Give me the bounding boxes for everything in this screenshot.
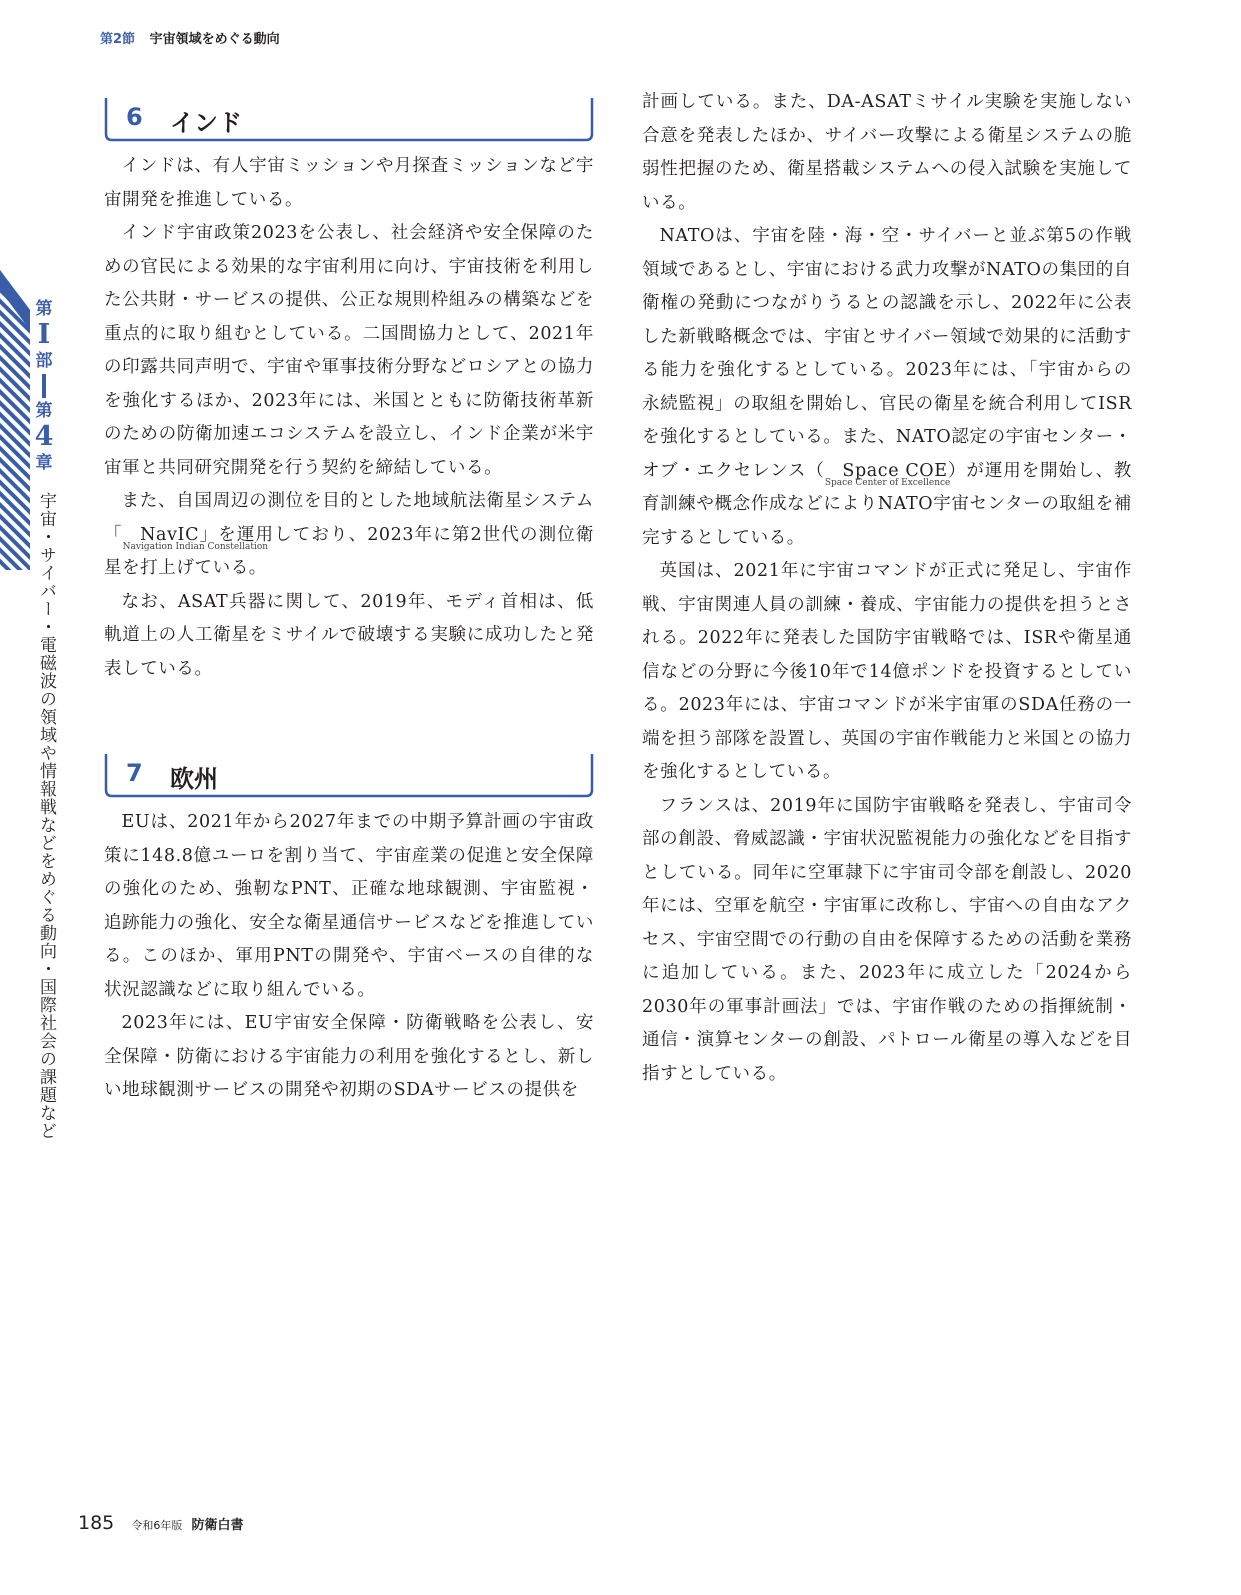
section-heading-india (104, 98, 594, 142)
page-footer (78, 1512, 243, 1534)
sidebar-chapter-suffix: 章 (35, 453, 53, 473)
paragraph: 英国は、2021年に宇宙コマンドが正式に発足し、宇宙作戦、宇宙関連人員の訓練・養成、宇宙能力の提供を担うとされる。2022年に発表した国防宇宙戦略では、ISRや衛星通信などの分野に今後10年で14億ポンドを投資するとしている。2023年には、宇宙コマンドが米宇宙軍のSDA任務の一端を担う部隊を設置し、英国の宇宙作戦能力と米国との協力を強化するとしている。 (642, 561, 1132, 782)
term-gloss: Space Center of Excellence (824, 477, 951, 488)
right-column (642, 86, 1132, 1091)
sidebar-chapter-title: 宇宙・サイバー・電磁波の領域や情報戦などをめぐる動向・国際社会の課題など (36, 492, 56, 1140)
paragraph: インド宇宙政策2023を公表し、社会経済や安全保障のための官民による効果的な宇宙利用に向け、宇宙技術を利用した公共財・サービスの提供、公正な規則枠組みの構築などを重点的に取り組むとしている。二国間協力として、2021年の印露共同声明で、宇宙や軍事技術分野などロシアとの協力を強化するほか、2023年には、米国とともに防衛技術革新のための防衛加速エコシステムを設立し、インド企業が米宇宙軍と共同研究開発を行う契約を締結している。 (104, 223, 594, 478)
text-fragment: また、自国周辺の測位を目的とした地域航法衛星システム「 (104, 491, 594, 545)
sidebar-part-prefix: 第 (35, 299, 53, 319)
term: NavIC (140, 524, 200, 545)
section-title: インド (170, 109, 242, 137)
sidebar-divider (42, 374, 46, 398)
paragraph-nato (642, 220, 1132, 555)
paragraph: EUは、2021年から2027年までの中期予算計画の宇宙政策に148.8億ユーロを割り当て、宇宙産業の促進と安全保障の強化のため、強靭なPNT、正確な地球観測、宇宙監視・追跡能力の強化、安全な衛星通信サービスなどを推進している。このほか、軍用PNTの開発や、宇宙ベースの自律的な状況認識などに取り組んでいる。 (104, 812, 594, 1000)
book-title: 防衛白書 (191, 1518, 244, 1533)
section-title: 欧州 (170, 765, 218, 793)
header-section: 第2節 (100, 32, 136, 47)
paragraph-flowing: 2023年には、EU宇宙安全保障・防衛戦略を公表し、安全保障・防衛における宇宙能力の利用を強化するとし、新しい地球観測サービスの開発や初期のSDAサービスの提供を (104, 1013, 594, 1100)
page-number: 185 (78, 1512, 115, 1534)
paragraph-continued: 計画している。また、DA-ASATミサイル実験を実施しない合意を発表したほか、サイバー攻撃による衛星システムの脆弱性把握のため、衛星搭載システムへの侵入試験を実施している。 (642, 92, 1132, 213)
section-number: 6 (126, 103, 143, 131)
left-column (104, 86, 594, 1108)
sidebar-chapter-number: 4 (34, 421, 54, 452)
header-title: 宇宙領域をめぐる動向 (149, 32, 280, 47)
paragraph-navic (104, 485, 594, 586)
sidebar-chapter-prefix: 第 (35, 401, 53, 421)
section-number: 7 (126, 759, 143, 787)
paragraph: インドは、有人宇宙ミッションや月探査ミッションなど宇宙開発を推進している。 (104, 156, 594, 210)
text-fragment: NATOは、宇宙を陸・海・空・サイバーと並ぶ第5の作戦領域であるとし、宇宙における武力攻撃がNATOの集団的自衛権の発動につながりうるとの認識を示し、2022年に公表した新戦略概念では、宇宙とサイバー領域で効果的に活動する能力を強化するとしている。2023年には、「宇宙からの永続監視」の取組を開始し、官民の衛星を統合利用してISRを強化するとしている。また、NATO認定の宇宙センター・オブ・エクセレンス（ (642, 226, 1132, 481)
term: Space COE (842, 460, 948, 481)
paragraph: フランスは、2019年に国防宇宙戦略を発表し、宇宙司令部の創設、脅威認識・宇宙状況監視能力の強化などを目指すとしている。同年に空軍隷下に宇宙司令部を創設し、2020年には、空軍を航空・宇宙軍に改称し、宇宙への自由なアクセス、宇宙空間での行動の自由を保障するための活動を業務に追加している。また、2023年に成立した「2024から2030年の軍事計画法」では、宇宙作戦のための指揮統制・通信・演算センターの創設、パトロール衛星の導入などを目指すとしている。 (642, 795, 1132, 1084)
sidebar-part-suffix: 部 (35, 351, 53, 371)
term-gloss: Navigation Indian Constellation (122, 541, 269, 552)
annotated-term (824, 455, 951, 489)
running-header (100, 28, 280, 47)
annotated-term (122, 519, 269, 553)
text-fragment: 」を運用しており、2023年に第2世代の測位衛星を打上げている。 (104, 524, 594, 578)
sidebar-part-chapter (26, 298, 62, 474)
section-heading-europe (104, 754, 594, 798)
edition-label: 令和6年版 (131, 1519, 183, 1532)
text-fragment: ）が運用を開始し、教育訓練や概念作成などによりNATO宇宙センターの取組を補完するとしている。 (642, 460, 1132, 548)
paragraph: なお、ASAT兵器に関して、2019年、モディ首相は、低軌道上の人工衛星をミサイルで破壊する実験に成功したと発表している。 (104, 591, 594, 679)
sidebar-part-number: I (37, 319, 51, 350)
